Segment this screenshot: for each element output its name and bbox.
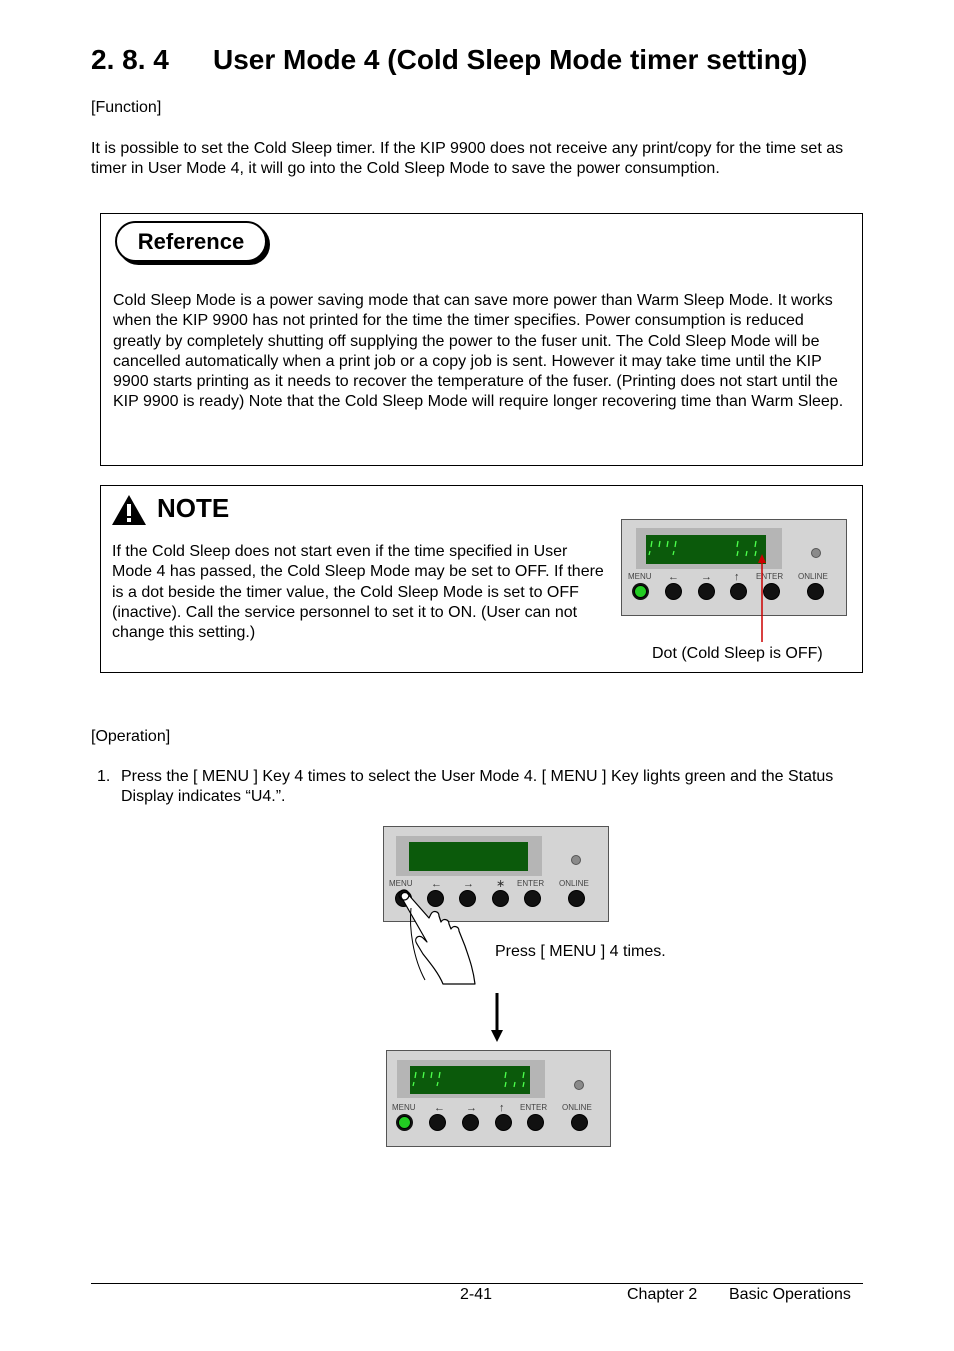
enter-key[interactable] [524, 890, 541, 907]
reference-badge: Reference [115, 221, 267, 262]
pressing-hand-icon [395, 888, 491, 988]
status-display [409, 842, 528, 871]
left-arrow-icon: ← [434, 1102, 445, 1114]
online-key[interactable] [571, 1114, 588, 1131]
operation-panel-note [621, 519, 847, 616]
menu-key[interactable] [634, 585, 647, 598]
menu-key-label: MENU [628, 572, 652, 581]
online-key-label: ONLINE [562, 1103, 592, 1112]
up-key[interactable] [730, 583, 747, 600]
enter-key-label: ENTER [517, 879, 545, 888]
up-key[interactable] [495, 1114, 512, 1131]
left-key[interactable] [665, 583, 682, 600]
status-led [811, 548, 821, 558]
down-arrow-icon [488, 993, 506, 1043]
online-key-label: ONLINE [798, 572, 828, 581]
function-label: [Function] [91, 99, 162, 116]
section-number: 2. 8. 4 [91, 44, 169, 75]
status-led [574, 1080, 584, 1090]
operation-label: [Operation] [91, 728, 171, 745]
right-arrow-icon: → [466, 1102, 477, 1114]
callout-arrow [751, 554, 771, 644]
enter-key-label: ENTER [520, 1103, 548, 1112]
online-key-label: ONLINE [559, 879, 589, 888]
right-key[interactable] [462, 1114, 479, 1131]
reference-text: Cold Sleep Mode is a power saving mode that can save more power than Warm Sleep Mode. It works when the KIP 9900 has not printed for the time the timer specifies. Power consumption is reduced greatly by completely shutting off supplying the power to the fuser unit. The Cold Sleep Mode will be cancelled automatically when a print job or a copy job is sent. However it may take time until the KIP 9900 starts printing as it needs to recover the temperature of the fuser. (Printing does not start until the KIP 9900 is ready) Note that the Cold Sleep Mode will require longer recovering time than Warm Sleep. [113, 292, 844, 411]
star-key[interactable] [492, 890, 509, 907]
up-arrow-icon: ↑ [734, 571, 740, 583]
function-text: It is possible to set the Cold Sleep timer. If the KIP 9900 does not receive any print/copy for the time set as timer in User Mode 4, it will go into the Cold Sleep Mode to save the power consumption. [91, 140, 844, 178]
menu-key[interactable] [398, 1116, 411, 1129]
status-led [571, 855, 581, 865]
note-label: NOTE [157, 493, 230, 523]
reference-box [100, 213, 863, 466]
up-arrow-icon: ↑ [499, 1102, 505, 1114]
page-title [91, 44, 807, 76]
note-box [100, 485, 863, 673]
page-number: 2-41 [460, 1286, 493, 1303]
footer-section: Basic Operations [729, 1286, 851, 1303]
right-arrow-icon: → [701, 571, 712, 583]
star-icon: ∗ [496, 878, 506, 890]
callout-caption: Dot (Cold Sleep is OFF) [652, 645, 823, 662]
note-text: If the Cold Sleep does not start even if the time specified in User Mode 4 has passed, the Cold Sleep Mode may be set to OFF. If there is a dot beside the timer value, the Cold Sleep Mode is set to OFF (inactive). Call the service personnel to set it to ON. (User can not change this setting.) [112, 543, 604, 642]
left-arrow-icon: ← [668, 571, 679, 583]
operation-panel-after [386, 1050, 611, 1147]
menu-key-label: MENU [389, 879, 413, 888]
status-display [410, 1066, 530, 1094]
left-key[interactable] [429, 1114, 446, 1131]
display-segments [410, 1066, 530, 1094]
enter-key-label: ENTER [756, 572, 784, 581]
right-arrow-icon: → [463, 878, 474, 890]
footer-divider [91, 1283, 863, 1284]
footer-chapter: Chapter 2 [627, 1286, 698, 1303]
right-key[interactable] [698, 583, 715, 600]
online-key[interactable] [807, 583, 824, 600]
warning-icon [111, 494, 147, 526]
left-arrow-icon: ← [431, 878, 442, 890]
section-title: User Mode 4 (Cold Sleep Mode timer setting) [213, 44, 808, 75]
step-number: 1. [97, 768, 111, 785]
display-segments [646, 535, 766, 564]
step-text: Press the [ MENU ] Key 4 times to select the User Mode 4. [ MENU ] Key lights green and the Status Display indicates “U4.”. [121, 768, 834, 806]
status-display [646, 535, 766, 564]
enter-key[interactable] [527, 1114, 544, 1131]
press-caption: Press [ MENU ] 4 times. [495, 943, 666, 960]
online-key[interactable] [568, 890, 585, 907]
menu-key-label: MENU [392, 1103, 416, 1112]
